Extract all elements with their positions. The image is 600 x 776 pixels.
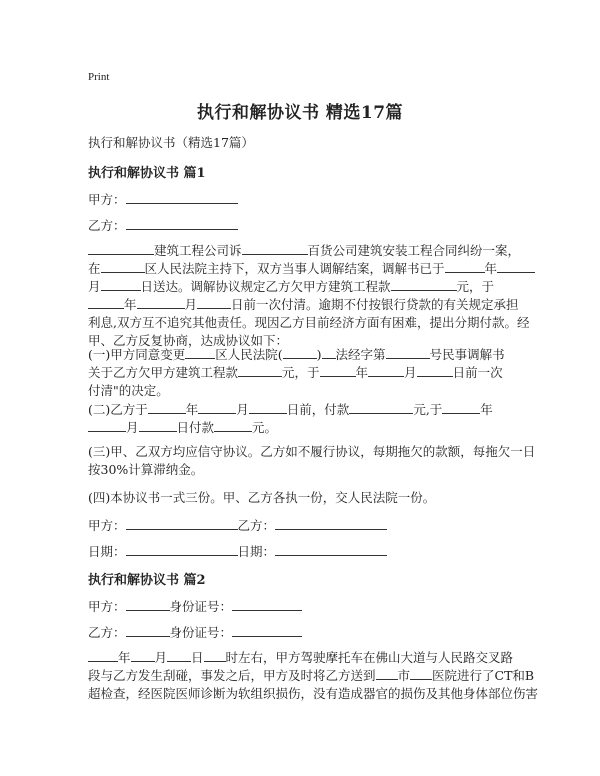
- section-1-heading: 执行和解协议书 篇1: [88, 166, 206, 181]
- date-line: 日期： 日期：: [88, 542, 387, 560]
- clause-4: (四)本协议书一式三份。甲、乙方各执一份，交人民法院一份。: [88, 490, 436, 505]
- print-link[interactable]: Print: [88, 71, 110, 83]
- clause-2: (二)乙方于 年 月 日前，付款 元,于 年 月 日付款 元。: [88, 402, 493, 435]
- signature-line: 甲方： 乙方：: [88, 516, 387, 534]
- party-a-line: [88, 190, 238, 208]
- party-a-label: 甲方：: [88, 192, 126, 207]
- party-b-blank: [126, 217, 238, 230]
- section-2-party-a-line: 甲方： 身份证号：: [88, 597, 302, 615]
- document-title: 执行和解协议书 精选17篇: [196, 103, 404, 123]
- section-2-party-b-line: 乙方： 身份证号：: [88, 623, 302, 641]
- section-2-heading: 执行和解协议书 篇2: [88, 573, 206, 588]
- party-a-blank: [126, 191, 238, 204]
- party-b-label: 乙方：: [88, 218, 126, 233]
- section-1-intro-paragraph: 建筑工程公司诉 百货公司建筑安装工程合同纠纷一案， 在 区人民法院主持下，双方当事人调解结案，调解书已于 年 月 日送达。调解协议规定乙方欠甲方建筑工程款 元，于 年 月 日前一次付清。逾期不付按银行贷款的有关规定承担 利息,双方互不追究其他责任。现因乙方目前经济方面有困难，提出分期付款。经 甲、乙方反复协商，达成协议如下：: [88, 242, 520, 350]
- section-2-paragraph: 年 月 日 时左右，甲方驾驶摩托车在佛山大道与人民路交叉路 段与乙方发生刮碰，事发之后，甲方及时将乙方送到 市 医院进行了CT和B 超检查，经医院医师诊断为软组织损伤，没有造成器官的损伤及其他身体部位伤害: [88, 650, 539, 701]
- party-b-line: [88, 216, 238, 234]
- document-subtitle: 执行和解协议书（精选17篇）: [88, 135, 254, 150]
- clause-3: (三)甲、乙双方均应信守协议。乙方如不履行协议，每期拖欠的款额，每拖欠一日 按30%计算滞纳金。: [88, 444, 536, 477]
- clause-1: (一)甲方同意变更 区人民法院( ) 法经字第 号民事调解书 关于乙方欠甲方建筑工程款 元，于 年 月 日前一次 付清"的决定。: [88, 347, 505, 398]
